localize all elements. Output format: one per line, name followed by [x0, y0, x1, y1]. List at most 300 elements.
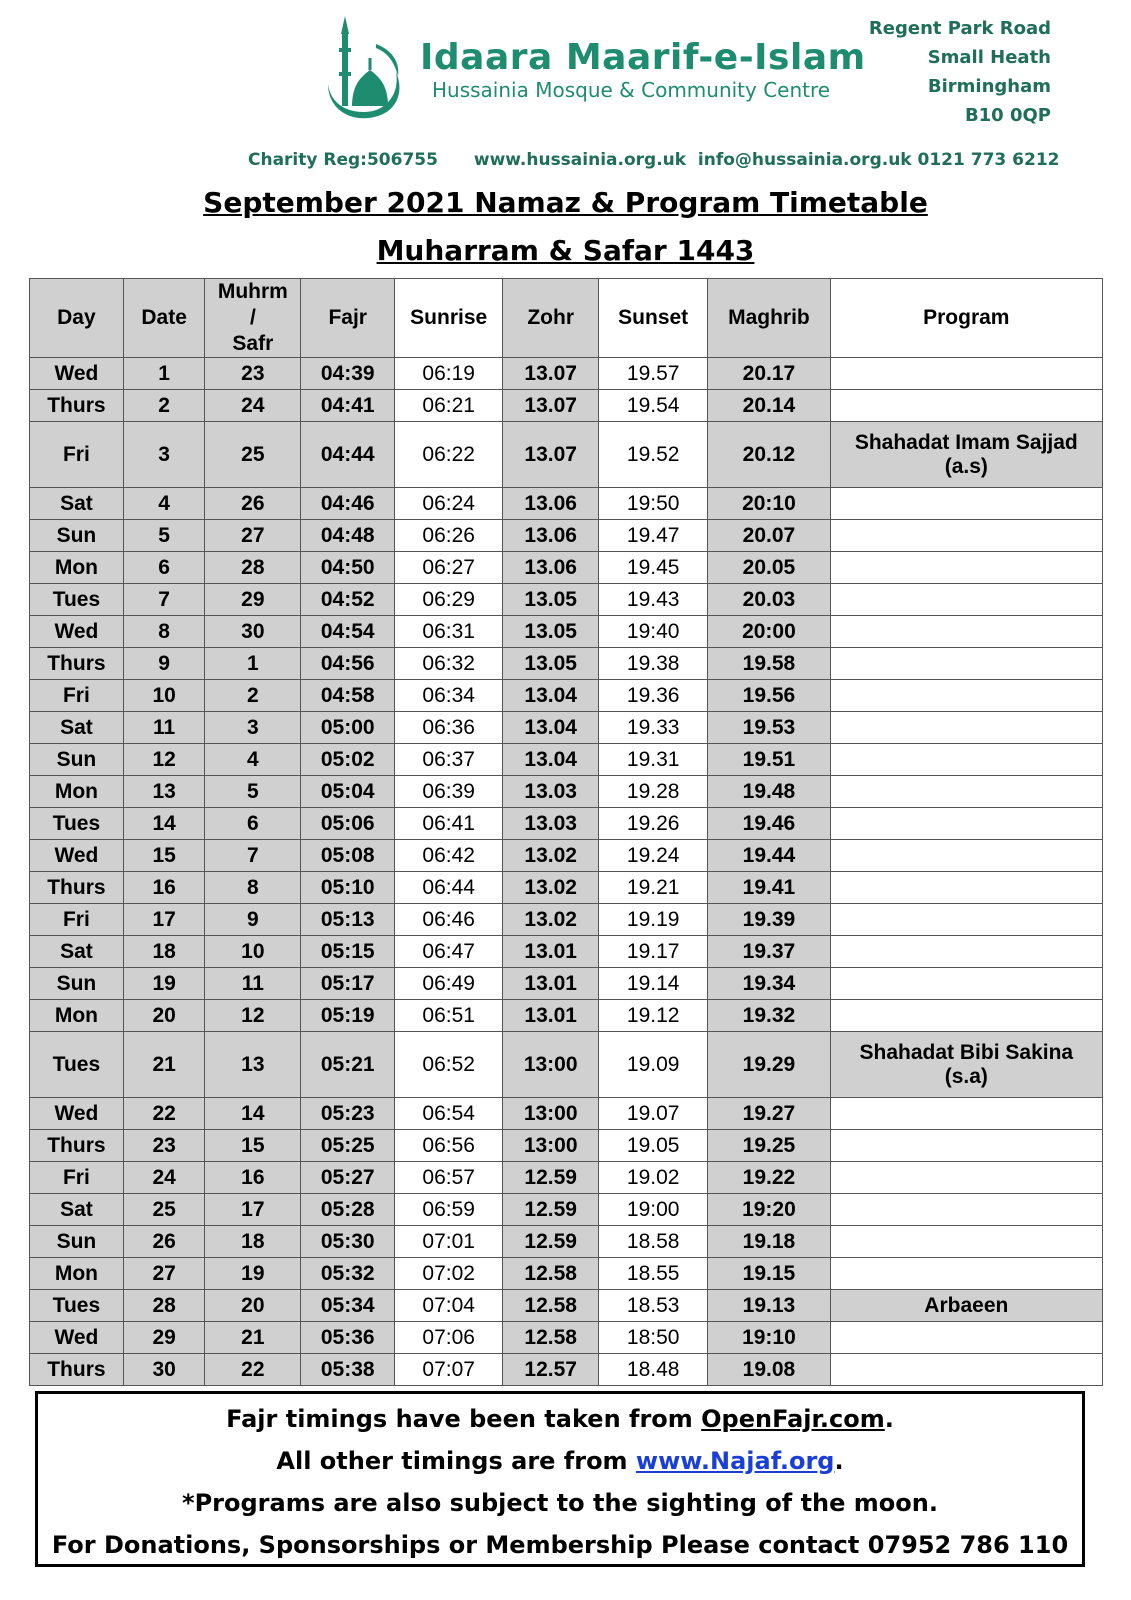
cell-maghrib: 19.18	[708, 1226, 830, 1258]
cell-maghrib: 20.17	[708, 358, 830, 390]
cell-maghrib: 19.46	[708, 808, 830, 840]
cell-program	[830, 1290, 1102, 1322]
cell-day: Sun	[30, 520, 124, 552]
cell-date: 21	[123, 1032, 205, 1098]
cell-fajr: 05:36	[301, 1322, 395, 1354]
cell-hijri: 14	[205, 1098, 301, 1130]
cell-fajr: 05:13	[301, 904, 395, 936]
cell-fajr: 05:30	[301, 1226, 395, 1258]
cell-day: Mon	[30, 552, 124, 584]
cell-date: 13	[123, 776, 205, 808]
cell-day: Thurs	[30, 1130, 124, 1162]
footer-text: All other timings are from	[276, 1447, 636, 1475]
cell-day: Sat	[30, 1194, 124, 1226]
cell-zohr: 13.07	[503, 358, 599, 390]
cell-zohr: 13.07	[503, 422, 599, 488]
cell-sunset: 19.12	[599, 1000, 708, 1032]
cell-sunrise: 06:24	[395, 488, 503, 520]
cell-hijri: 30	[205, 616, 301, 648]
cell-date: 20	[123, 1000, 205, 1032]
table-row	[30, 488, 1103, 520]
cell-program	[830, 1354, 1102, 1386]
cell-date: 5	[123, 520, 205, 552]
cell-sunrise: 06:21	[395, 390, 503, 422]
cell-day: Sat	[30, 936, 124, 968]
cell-date: 16	[123, 872, 205, 904]
table-row	[30, 422, 1103, 488]
cell-day: Mon	[30, 1000, 124, 1032]
cell-maghrib: 19.22	[708, 1162, 830, 1194]
cell-hijri: 13	[205, 1032, 301, 1098]
table-row	[30, 358, 1103, 390]
cell-maghrib: 20.14	[708, 390, 830, 422]
program-text: Arbaeen	[924, 1293, 1009, 1317]
cell-fajr: 04:52	[301, 584, 395, 616]
cell-date: 24	[123, 1162, 205, 1194]
cell-day: Thurs	[30, 648, 124, 680]
cell-hijri: 12	[205, 1000, 301, 1032]
cell-maghrib: 19.25	[708, 1130, 830, 1162]
cell-day: Tues	[30, 1290, 124, 1322]
cell-program	[830, 904, 1102, 936]
cell-date: 1	[123, 358, 205, 390]
cell-date: 7	[123, 584, 205, 616]
page-title	[0, 186, 1131, 219]
cell-program	[830, 680, 1102, 712]
table-row	[30, 1098, 1103, 1130]
cell-sunset: 19.57	[599, 358, 708, 390]
cell-maghrib: 19.37	[708, 936, 830, 968]
cell-fajr: 04:39	[301, 358, 395, 390]
page-subtitle	[0, 234, 1131, 267]
cell-date: 29	[123, 1322, 205, 1354]
cell-fajr: 04:48	[301, 520, 395, 552]
cell-date: 28	[123, 1290, 205, 1322]
cell-zohr: 13.03	[503, 808, 599, 840]
cell-sunrise: 06:26	[395, 520, 503, 552]
cell-maghrib: 20.12	[708, 422, 830, 488]
cell-sunset: 19.09	[599, 1032, 708, 1098]
cell-sunset: 18.55	[599, 1258, 708, 1290]
timetable-body	[30, 358, 1103, 1386]
program-text: Shahadat Bibi Sakina	[859, 1040, 1074, 1064]
cell-program	[830, 1226, 1102, 1258]
cell-sunrise: 06:32	[395, 648, 503, 680]
cell-day: Sat	[30, 712, 124, 744]
cell-zohr: 13.01	[503, 968, 599, 1000]
cell-hijri: 2	[205, 680, 301, 712]
cell-zohr: 13.05	[503, 648, 599, 680]
cell-fajr: 04:44	[301, 422, 395, 488]
cell-fajr: 05:25	[301, 1130, 395, 1162]
cell-zohr: 13.02	[503, 840, 599, 872]
header-sunrise: Sunrise	[395, 279, 503, 358]
cell-program	[830, 712, 1102, 744]
cell-hijri: 19	[205, 1258, 301, 1290]
cell-fajr: 05:23	[301, 1098, 395, 1130]
cell-hijri: 27	[205, 520, 301, 552]
table-row	[30, 808, 1103, 840]
cell-zohr: 13.01	[503, 936, 599, 968]
cell-day: Wed	[30, 840, 124, 872]
cell-fajr: 05:08	[301, 840, 395, 872]
header-date: Date	[123, 279, 205, 358]
cell-fajr: 04:50	[301, 552, 395, 584]
cell-zohr: 13.04	[503, 744, 599, 776]
table-row	[30, 520, 1103, 552]
program-text: Shahadat Imam Sajjad	[854, 430, 1078, 454]
table-row	[30, 680, 1103, 712]
cell-sunset: 19.54	[599, 390, 708, 422]
header-maghrib: Maghrib	[708, 279, 830, 358]
cell-date: 25	[123, 1194, 205, 1226]
cell-sunrise: 06:51	[395, 1000, 503, 1032]
table-row	[30, 1354, 1103, 1386]
cell-program	[830, 1258, 1102, 1290]
cell-day: Sun	[30, 1226, 124, 1258]
cell-hijri: 8	[205, 872, 301, 904]
cell-sunset: 19.26	[599, 808, 708, 840]
cell-day: Wed	[30, 358, 124, 390]
cell-date: 3	[123, 422, 205, 488]
cell-program	[830, 1162, 1102, 1194]
charity-reg: Charity Reg:506755	[248, 150, 438, 170]
cell-date: 10	[123, 680, 205, 712]
cell-fajr: 05:27	[301, 1162, 395, 1194]
table-row	[30, 1032, 1103, 1098]
cell-zohr: 13.05	[503, 584, 599, 616]
address-line: B10 0QP	[964, 105, 1051, 126]
cell-zohr: 12.58	[503, 1290, 599, 1322]
cell-maghrib: 19:10	[708, 1322, 830, 1354]
org-subtitle: Hussainia Mosque & Community Centre	[432, 78, 831, 102]
mosque-logo-icon	[322, 14, 402, 122]
cell-program	[830, 840, 1102, 872]
cell-date: 18	[123, 936, 205, 968]
cell-sunset: 18.53	[599, 1290, 708, 1322]
header-hijri	[205, 279, 301, 358]
cell-sunrise: 06:57	[395, 1162, 503, 1194]
cell-day: Wed	[30, 616, 124, 648]
cell-maghrib: 19.34	[708, 968, 830, 1000]
cell-sunrise: 07:04	[395, 1290, 503, 1322]
cell-day: Thurs	[30, 390, 124, 422]
contact-details: www.hussainia.org.uk info@hussainia.org.uk 0121 773 6212	[473, 150, 1060, 170]
cell-zohr: 13.04	[503, 680, 599, 712]
cell-hijri: 28	[205, 552, 301, 584]
cell-zohr: 12.59	[503, 1226, 599, 1258]
cell-sunrise: 06:47	[395, 936, 503, 968]
cell-sunrise: 06:31	[395, 616, 503, 648]
cell-maghrib: 19.27	[708, 1098, 830, 1130]
cell-sunset: 19.14	[599, 968, 708, 1000]
cell-fajr: 05:32	[301, 1258, 395, 1290]
cell-sunrise: 06:59	[395, 1194, 503, 1226]
footer-line-moon-note: *Programs are also subject to the sighting of the moon.	[182, 1489, 938, 1517]
cell-hijri: 3	[205, 712, 301, 744]
cell-hijri: 11	[205, 968, 301, 1000]
table-row	[30, 1194, 1103, 1226]
najaf-link[interactable]: www.Najaf.org	[635, 1447, 835, 1475]
cell-zohr: 13:00	[503, 1032, 599, 1098]
contact-line	[248, 150, 1059, 170]
cell-program	[830, 1098, 1102, 1130]
cell-fajr: 05:19	[301, 1000, 395, 1032]
cell-fajr: 04:56	[301, 648, 395, 680]
cell-sunrise: 06:36	[395, 712, 503, 744]
cell-date: 19	[123, 968, 205, 1000]
cell-date: 11	[123, 712, 205, 744]
cell-hijri: 20	[205, 1290, 301, 1322]
cell-sunset: 19:50	[599, 488, 708, 520]
cell-zohr: 12.59	[503, 1162, 599, 1194]
cell-sunrise: 06:49	[395, 968, 503, 1000]
cell-date: 17	[123, 904, 205, 936]
table-row	[30, 1290, 1103, 1322]
cell-maghrib: 19.56	[708, 680, 830, 712]
cell-day: Tues	[30, 584, 124, 616]
cell-sunrise: 06:39	[395, 776, 503, 808]
cell-sunset: 19.07	[599, 1098, 708, 1130]
cell-fajr: 05:10	[301, 872, 395, 904]
table-row	[30, 1258, 1103, 1290]
cell-program	[830, 1130, 1102, 1162]
cell-sunrise: 07:06	[395, 1322, 503, 1354]
cell-maghrib: 19.39	[708, 904, 830, 936]
cell-date: 2	[123, 390, 205, 422]
cell-hijri: 23	[205, 358, 301, 390]
cell-hijri: 7	[205, 840, 301, 872]
cell-zohr: 13:00	[503, 1098, 599, 1130]
cell-maghrib: 19.58	[708, 648, 830, 680]
cell-sunset: 18:50	[599, 1322, 708, 1354]
cell-hijri: 21	[205, 1322, 301, 1354]
cell-zohr: 12.57	[503, 1354, 599, 1386]
table-row	[30, 776, 1103, 808]
cell-day: Mon	[30, 1258, 124, 1290]
cell-day: Fri	[30, 422, 124, 488]
cell-sunrise: 06:46	[395, 904, 503, 936]
cell-date: 4	[123, 488, 205, 520]
cell-fajr: 05:02	[301, 744, 395, 776]
cell-sunrise: 06:52	[395, 1032, 503, 1098]
cell-program	[830, 616, 1102, 648]
table-row	[30, 1000, 1103, 1032]
cell-program	[830, 936, 1102, 968]
cell-fajr: 04:41	[301, 390, 395, 422]
cell-date: 30	[123, 1354, 205, 1386]
cell-sunset: 19.36	[599, 680, 708, 712]
cell-sunset: 18.48	[599, 1354, 708, 1386]
cell-sunset: 19.19	[599, 904, 708, 936]
cell-program	[830, 776, 1102, 808]
cell-zohr: 13.03	[503, 776, 599, 808]
cell-program	[830, 488, 1102, 520]
table-row	[30, 936, 1103, 968]
footer-notes	[35, 1391, 1085, 1567]
cell-maghrib: 19.15	[708, 1258, 830, 1290]
header-hijri-line: Safr	[232, 332, 274, 355]
cell-fajr: 04:46	[301, 488, 395, 520]
table-row	[30, 968, 1103, 1000]
address-block	[869, 14, 1051, 130]
cell-program	[830, 520, 1102, 552]
cell-sunrise: 07:01	[395, 1226, 503, 1258]
cell-date: 15	[123, 840, 205, 872]
cell-sunset: 19.47	[599, 520, 708, 552]
timetable	[29, 278, 1103, 1386]
cell-sunset: 19:40	[599, 616, 708, 648]
cell-program	[830, 358, 1102, 390]
org-name: Idaara Maarif-e-Islam	[420, 37, 866, 78]
table-row	[30, 840, 1103, 872]
cell-sunrise: 06:44	[395, 872, 503, 904]
cell-day: Thurs	[30, 872, 124, 904]
cell-fajr: 05:21	[301, 1032, 395, 1098]
cell-program	[830, 808, 1102, 840]
cell-date: 22	[123, 1098, 205, 1130]
cell-date: 9	[123, 648, 205, 680]
cell-zohr: 13:00	[503, 1130, 599, 1162]
table-row	[30, 1322, 1103, 1354]
cell-day: Sun	[30, 744, 124, 776]
cell-maghrib: 20.03	[708, 584, 830, 616]
cell-hijri: 17	[205, 1194, 301, 1226]
cell-sunset: 19.31	[599, 744, 708, 776]
cell-hijri: 18	[205, 1226, 301, 1258]
cell-program	[830, 1032, 1102, 1098]
cell-hijri: 16	[205, 1162, 301, 1194]
cell-hijri: 10	[205, 936, 301, 968]
cell-date: 6	[123, 552, 205, 584]
cell-fajr: 05:04	[301, 776, 395, 808]
footer-line-fajr-source	[38, 1398, 1082, 1440]
header-sunset: Sunset	[599, 279, 708, 358]
cell-day: Tues	[30, 1032, 124, 1098]
address-line: Small Heath	[927, 47, 1051, 68]
cell-maghrib: 19.32	[708, 1000, 830, 1032]
page-title-text: September 2021 Namaz & Program Timetable	[203, 186, 928, 219]
cell-fajr: 05:15	[301, 936, 395, 968]
cell-hijri: 4	[205, 744, 301, 776]
header-zohr: Zohr	[503, 279, 599, 358]
table-row	[30, 552, 1103, 584]
cell-sunset: 19.02	[599, 1162, 708, 1194]
cell-hijri: 9	[205, 904, 301, 936]
cell-program	[830, 968, 1102, 1000]
cell-fajr: 05:17	[301, 968, 395, 1000]
address-line: Birmingham	[927, 76, 1051, 97]
cell-sunrise: 06:34	[395, 680, 503, 712]
table-row	[30, 390, 1103, 422]
table-row	[30, 712, 1103, 744]
cell-program	[830, 1194, 1102, 1226]
cell-zohr: 12.58	[503, 1258, 599, 1290]
cell-sunrise: 06:41	[395, 808, 503, 840]
table-header-row	[30, 279, 1103, 358]
cell-sunset: 19.17	[599, 936, 708, 968]
cell-program	[830, 422, 1102, 488]
cell-sunrise: 06:42	[395, 840, 503, 872]
cell-zohr: 12.58	[503, 1322, 599, 1354]
header-hijri-line: /	[249, 306, 256, 329]
cell-zohr: 13.06	[503, 488, 599, 520]
cell-date: 12	[123, 744, 205, 776]
cell-sunset: 18.58	[599, 1226, 708, 1258]
table-row	[30, 648, 1103, 680]
cell-maghrib: 19.13	[708, 1290, 830, 1322]
cell-sunset: 19.33	[599, 712, 708, 744]
cell-sunset: 19.38	[599, 648, 708, 680]
cell-day: Tues	[30, 808, 124, 840]
table-row	[30, 1162, 1103, 1194]
cell-zohr: 13.05	[503, 616, 599, 648]
cell-sunrise: 06:27	[395, 552, 503, 584]
cell-maghrib: 19.41	[708, 872, 830, 904]
table-row	[30, 584, 1103, 616]
cell-day: Thurs	[30, 1354, 124, 1386]
cell-sunrise: 06:37	[395, 744, 503, 776]
footer-text: .	[834, 1447, 844, 1475]
cell-hijri: 25	[205, 422, 301, 488]
cell-zohr: 12.59	[503, 1194, 599, 1226]
cell-sunset: 19.05	[599, 1130, 708, 1162]
cell-hijri: 26	[205, 488, 301, 520]
cell-fajr: 05:28	[301, 1194, 395, 1226]
program-text: (s.a)	[944, 1064, 988, 1088]
cell-day: Fri	[30, 1162, 124, 1194]
address-line: Regent Park Road	[868, 18, 1051, 39]
footer-line-donations: For Donations, Sponsorships or Membership Please contact 07952 786 110	[51, 1531, 1069, 1559]
cell-date: 14	[123, 808, 205, 840]
table-row	[30, 904, 1103, 936]
cell-date: 26	[123, 1226, 205, 1258]
cell-sunset: 19:00	[599, 1194, 708, 1226]
cell-hijri: 22	[205, 1354, 301, 1386]
footer-line-other-source	[38, 1440, 1082, 1482]
cell-zohr: 13.02	[503, 904, 599, 936]
cell-zohr: 13.02	[503, 872, 599, 904]
cell-day: Fri	[30, 680, 124, 712]
cell-zohr: 13.07	[503, 390, 599, 422]
table-row	[30, 1130, 1103, 1162]
cell-day: Mon	[30, 776, 124, 808]
cell-hijri: 29	[205, 584, 301, 616]
cell-program	[830, 390, 1102, 422]
openfajr-link[interactable]: OpenFajr.com	[701, 1405, 885, 1433]
cell-day: Sat	[30, 488, 124, 520]
cell-zohr: 13.06	[503, 520, 599, 552]
table-row	[30, 744, 1103, 776]
cell-program	[830, 584, 1102, 616]
cell-date: 27	[123, 1258, 205, 1290]
cell-maghrib: 19.48	[708, 776, 830, 808]
cell-maghrib: 19.08	[708, 1354, 830, 1386]
cell-maghrib: 20.05	[708, 552, 830, 584]
cell-fajr: 04:54	[301, 616, 395, 648]
cell-sunrise: 07:07	[395, 1354, 503, 1386]
cell-day: Wed	[30, 1098, 124, 1130]
cell-zohr: 13.04	[503, 712, 599, 744]
cell-hijri: 24	[205, 390, 301, 422]
cell-fajr: 05:34	[301, 1290, 395, 1322]
cell-day: Fri	[30, 904, 124, 936]
cell-hijri: 5	[205, 776, 301, 808]
cell-maghrib: 19:20	[708, 1194, 830, 1226]
cell-maghrib: 20:10	[708, 488, 830, 520]
cell-zohr: 13.06	[503, 552, 599, 584]
cell-program	[830, 872, 1102, 904]
